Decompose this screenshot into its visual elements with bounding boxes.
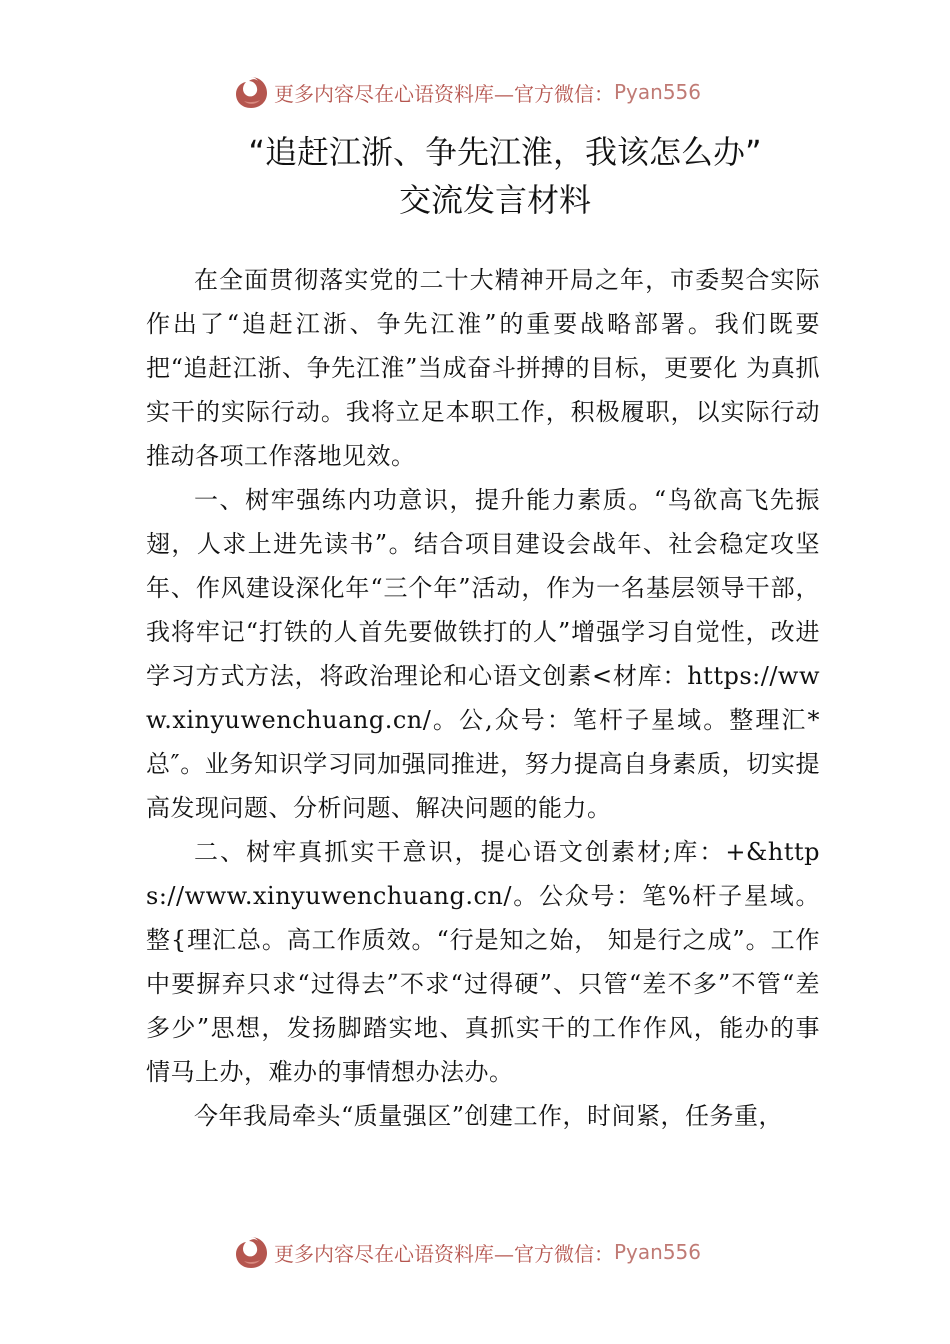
- flame-swirl-logo-icon: [232, 1234, 270, 1270]
- header-watermark: [232, 74, 752, 110]
- flame-swirl-logo-icon: [232, 74, 270, 110]
- watermark-site-text: 更多内容尽在心语资料库—官方微信：: [274, 81, 614, 106]
- title-line-1: “追赶江浙、争先江淮，我该怎么办”: [248, 133, 762, 171]
- watermark-site-text: 更多内容尽在心语资料库—官方微信：: [274, 1241, 614, 1266]
- document-body: [146, 258, 820, 1138]
- watermark-wechat-id: Pyan556: [614, 1240, 702, 1264]
- paragraph-section-2: 二、树牢真抓实干意识，提心语文创素材;库：+&https://www.xinyuwenchuang.cn/。公众号：笔%杆子星域。整{理汇总。高工作质效。“行是知之始， 知是行之成”。工作中要摒弃只求“过得去”不求“过得硬”、只管“差不多”不管“差多少”思想，发扬脚踏实地、真抓实干的工作作风，能办的事情马上办，难办的事情想办法办。: [146, 838, 820, 1086]
- watermark-wechat-id: Pyan556: [614, 80, 702, 104]
- title-line-2: 交流发言材料: [398, 181, 591, 219]
- paragraph-intro: 在全面贯彻落实党的二十大精神开局之年，市委契合实际作出了“追赶江浙、争先江淮”的重要战略部署。我们既要把“追赶江浙、争先江淮”当成奋斗拼搏的目标，更要化 为真抓实干的实际行动。我将立足本职工作，积极履职，以实际行动推动各项工作落地见效。: [146, 266, 820, 470]
- paragraph-continuation: 今年我局牵头“质量强区”创建工作，时间紧，任务重，: [194, 1102, 784, 1130]
- footer-watermark: [232, 1234, 752, 1270]
- document-title: [0, 128, 950, 224]
- paragraph-section-1: 一、树牢强练内功意识，提升能力素质。“鸟欲高飞先振翅，人求上进先读书”。结合项目建设会战年、社会稳定攻坚年、作风建设深化年“三个年”活动，作为一名基层领导干部，我将牢记“打铁的人首先要做铁打的人”增强学习自觉性，改进学习方式方法，将政治理论和心语文创素<材库：https://www.xinyuwenchuang.cn/。公,众号：笔杆子星域。整理汇*总″。业务知识学习同加强同推进，努力提高自身素质，切实提高发现问题、分析问题、解决问题的能力。: [146, 486, 820, 822]
